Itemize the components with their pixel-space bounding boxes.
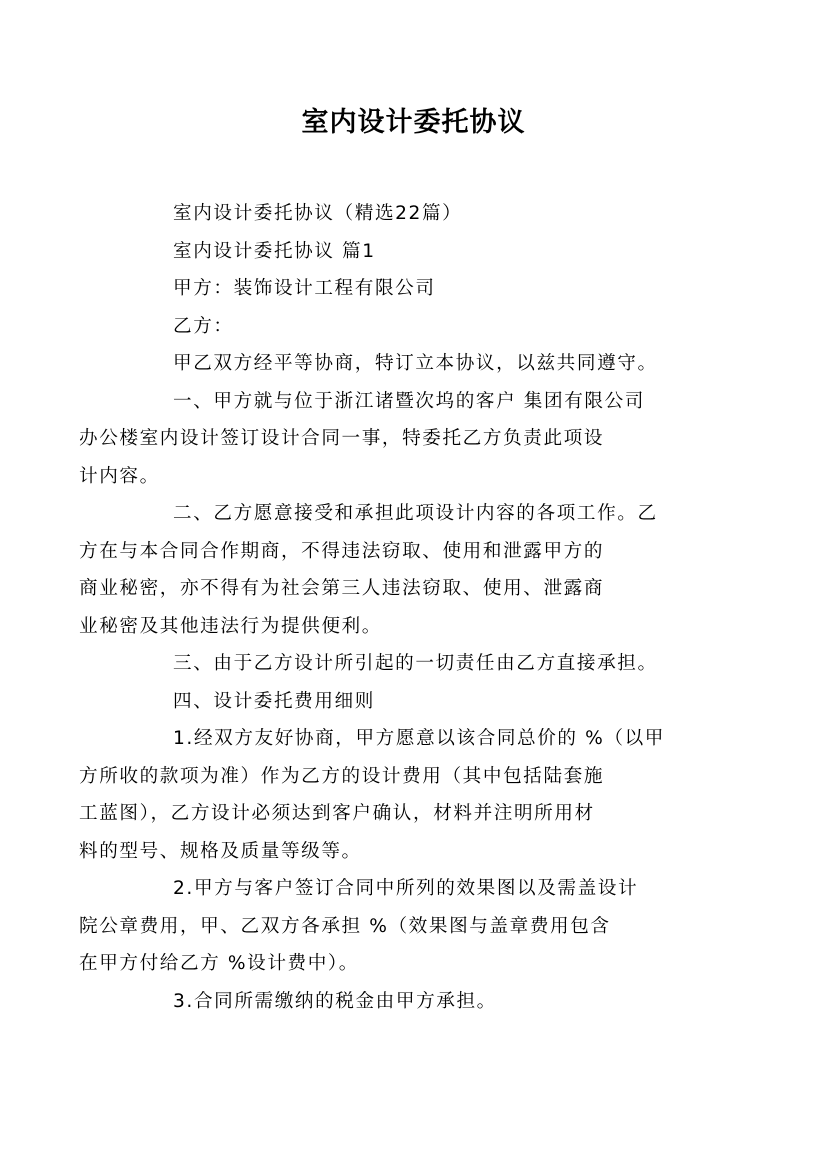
paragraph-clause-3 (126, 645, 706, 683)
paragraph-party-a (126, 270, 706, 308)
text-line: 院公章费用，甲、乙双方各承担 %（效果图与盖章费用包含 (79, 915, 611, 937)
paragraph-preamble (126, 345, 706, 383)
text-line: 室内设计委托协议（精选22篇） (173, 203, 463, 224)
text-line: 工蓝图），乙方设计必须达到客户确认，材料并注明所用材 (79, 803, 595, 824)
paragraph-subtitle (126, 195, 706, 233)
text-line: 料的型号、规格及质量等级等。 (79, 840, 362, 862)
text-line: 2.甲方与客户签订合同中所列的效果图以及需盖设计 (173, 878, 639, 899)
paragraph-section-heading (126, 233, 706, 271)
text-line: 办公楼室内设计签订设计合同一事，特委托乙方负责此项设 (79, 428, 605, 449)
text-line: 甲方：装饰设计工程有限公司 (173, 278, 436, 299)
paragraph-party-b (126, 308, 706, 346)
paragraph-fee-item-3 (126, 983, 706, 1021)
text-line: 四、设计委托费用细则 (173, 690, 375, 712)
text-line: 室内设计委托协议 篇1 (173, 240, 376, 262)
text-line: 方在与本合同合作期商，不得违法窃取、使用和泄露甲方的 (79, 540, 605, 562)
text-line: 计内容。 (79, 465, 160, 487)
document-body (79, 195, 706, 1020)
paragraph-clause-2 (79, 495, 706, 645)
text-line: 业秘密及其他违法行为提供便利。 (79, 615, 382, 637)
text-line: 二、乙方愿意接受和承担此项设计内容的各项工作。乙 (173, 503, 658, 524)
text-line: 方所收的款项为准）作为乙方的设计费用（其中包括陆套施 (79, 765, 605, 787)
text-line: 甲乙双方经平等协商，特订立本协议，以兹共同遵守。 (173, 353, 658, 374)
paragraph-clause-4-heading (126, 683, 706, 721)
paragraph-clause-1 (79, 383, 706, 496)
paragraph-fee-item-2 (79, 870, 706, 983)
paragraph-fee-item-1 (79, 720, 706, 870)
text-line: 商业秘密，亦不得有为社会第三人违法窃取、使用、泄露商 (79, 578, 605, 599)
text-line: 一、甲方就与位于浙江诸暨次坞的客户 集团有限公司 (173, 390, 645, 412)
text-line: 在甲方付给乙方 %设计费中）。 (79, 953, 359, 974)
text-line: 1.经双方友好协商，甲方愿意以该合同总价的 %（以甲 (173, 728, 665, 749)
text-line: 乙方： (173, 315, 234, 337)
document-title: 室内设计委托协议 (301, 107, 526, 138)
text-line: 3.合同所需缴纳的税金由甲方承担。 (173, 990, 497, 1012)
text-line: 三、由于乙方设计所引起的一切责任由乙方直接承担。 (173, 653, 658, 674)
